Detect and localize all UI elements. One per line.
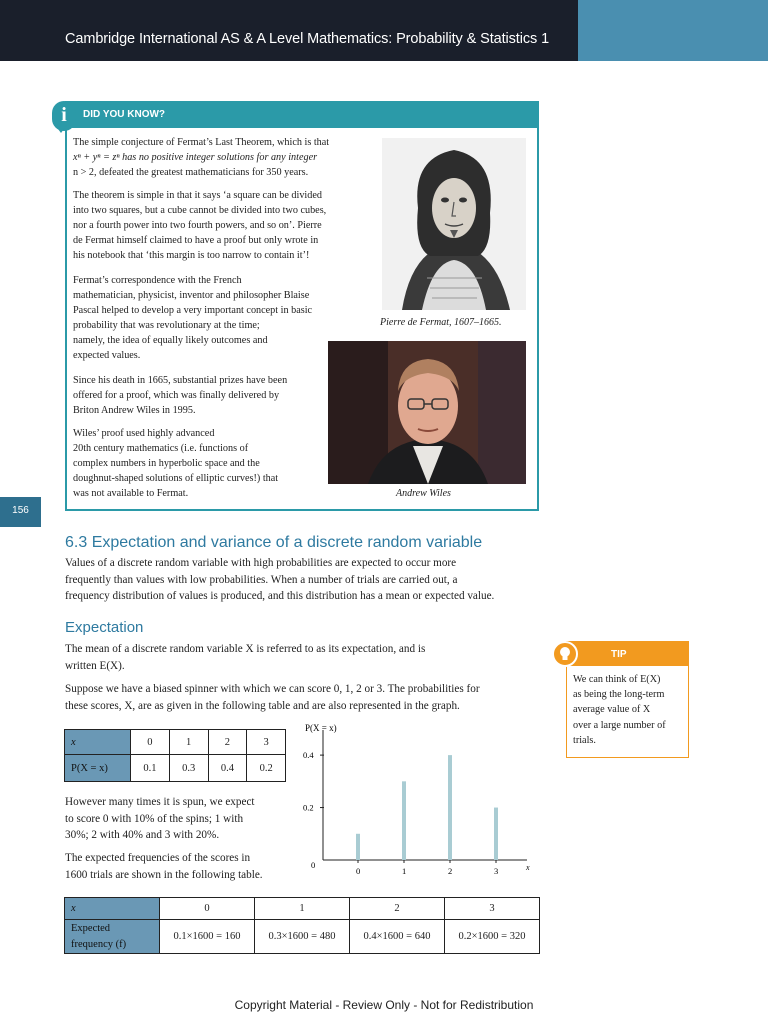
table-cell: 0.1 [131, 755, 170, 782]
table-cell: 0.3×1600 = 480 [255, 920, 350, 954]
table-row [65, 755, 286, 782]
table-cell: 0.1×1600 = 160 [160, 920, 255, 954]
expectation-heading: Expectation [65, 619, 144, 636]
wiles-caption: Andrew Wiles [396, 488, 451, 499]
section-title: 6.3 Expectation and variance of a discrete random variable [65, 534, 483, 551]
freq-table-header-x: x [65, 898, 160, 920]
dyk-paragraph-5: Wiles’ proof used highly advanced 20th century mathematics (i.e. functions of complex numbers in hyperbolic space and the doughnut-shaped solutions of elliptic curves!) that was not available to Fermat. [73, 428, 279, 499]
did-you-know-header [67, 103, 537, 128]
book-title: Cambridge International AS & A Level Mathematics: Probability & Statistics 1 [65, 31, 550, 47]
probability-bar-chart [295, 722, 540, 880]
table-header-px: P(X = x) [65, 755, 131, 782]
table-cell: 3 [445, 898, 540, 920]
table-cell: 0.2×1600 = 320 [445, 920, 540, 954]
section-intro: Values of a discrete random variable with high probabilities are expected to occur more frequently than values with low probabilities. When a number of trials are carried out, a frequency distribution of values is produced, and this distribution has a mean or expected value. [65, 557, 495, 602]
tip-text: We can think of E(X) as being the long-term average value of X over a large number of trials. [573, 674, 666, 746]
table-cell: 1 [255, 898, 350, 920]
bar-0 [356, 834, 360, 860]
expectation-para-2: Suppose we have a biased spinner with which we can score 0, 1, 2 or 3. The probabilities for these scores, X, are as given in the following table and are also represented in the graph. [65, 683, 480, 712]
dyk-paragraph-2: The theorem is simple in that it says ‘a square can be divided into two squares, but a cube cannot be divided into two cubes, nor a fourth power into two fourth powers, and so on’. Pierre de Fermat himself claimed to have a proof but only wrote in his notebook that ‘this margin is too narrow to contain it’! [73, 190, 327, 261]
info-icon: i [52, 101, 76, 131]
tip-label: TIP [611, 649, 627, 660]
copyright-footer: Copyright Material - Review Only - Not for Redistribution [234, 998, 534, 1012]
bar-2 [448, 755, 452, 860]
fermat-caption: Pierre de Fermat, 1607–1665. [380, 317, 502, 328]
table-row [65, 898, 540, 920]
table-cell: 0 [160, 898, 255, 920]
dyk-paragraph-4: Since his death in 1665, substantial prizes have been offered for a proof, which was finally delivered by Briton Andrew Wiles in 1995. [73, 375, 288, 416]
y-axis-label: P(X = x) [305, 723, 337, 733]
table-cell: 0.4 [208, 755, 247, 782]
probability-table [64, 729, 286, 782]
bar-3 [494, 808, 498, 860]
table-cell: 0.3 [169, 755, 208, 782]
y-tick-label: 0.4 [303, 750, 314, 761]
expectation-para-3: However many times it is spun, we expect to score 0 with 10% of the spins; 1 with 30%; 2 with 40% and 3 with 20%. [65, 796, 255, 841]
tip-header [567, 642, 688, 666]
table-cell: 0.2 [247, 755, 286, 782]
table-cell: 2 [208, 730, 247, 755]
info-icon-pointer [55, 125, 67, 133]
y-tick-label: 0.2 [303, 802, 314, 813]
expectation-para-1: The mean of a discrete random variable X is referred to as its expectation, and is written E(X). [65, 643, 426, 672]
dyk-paragraph-1: The simple conjecture of Fermat’s Last Theorem, which is that xⁿ + yⁿ = zⁿ has no positive integer solutions for any integer n > 2, defeated the greatest mathematicians for 350 years. [73, 137, 330, 178]
freq-table-header-f: Expected frequency (f) [65, 920, 160, 954]
table-cell: 2 [350, 898, 445, 920]
table-cell: 0 [131, 730, 170, 755]
expectation-para-4: The expected frequencies of the scores in 1600 trials are shown in the following table. [65, 852, 263, 881]
table-row [65, 920, 540, 954]
bar-1 [402, 781, 406, 860]
did-you-know-title: DID YOU KNOW? [83, 109, 166, 120]
x-axis-label: x [526, 863, 530, 872]
page-number: 156 [12, 505, 29, 516]
x-tick-label: 0 [356, 866, 361, 876]
andrew-wiles-photo [328, 341, 526, 484]
table-cell: 3 [247, 730, 286, 755]
dyk-paragraph-3: Fermat’s correspondence with the French mathematician, physicist, inventor and philosopher Blaise Pascal helped to develop a very important concept in basic probability that was revolutionary at the time; namely, the idea of equally likely outcomes and expected values. [73, 275, 313, 361]
fermat-portrait [382, 138, 526, 310]
lightbulb-icon [552, 641, 578, 667]
header-accent [578, 0, 768, 61]
table-cell: 0.4×1600 = 640 [350, 920, 445, 954]
frequency-table [64, 897, 540, 954]
origin-label: 0 [311, 860, 316, 870]
table-header-x: x [65, 730, 131, 755]
table-cell: 1 [169, 730, 208, 755]
x-tick-label: 2 [448, 866, 453, 876]
x-tick-label: 1 [402, 866, 407, 876]
table-row [65, 730, 286, 755]
x-tick-label: 3 [494, 866, 499, 876]
